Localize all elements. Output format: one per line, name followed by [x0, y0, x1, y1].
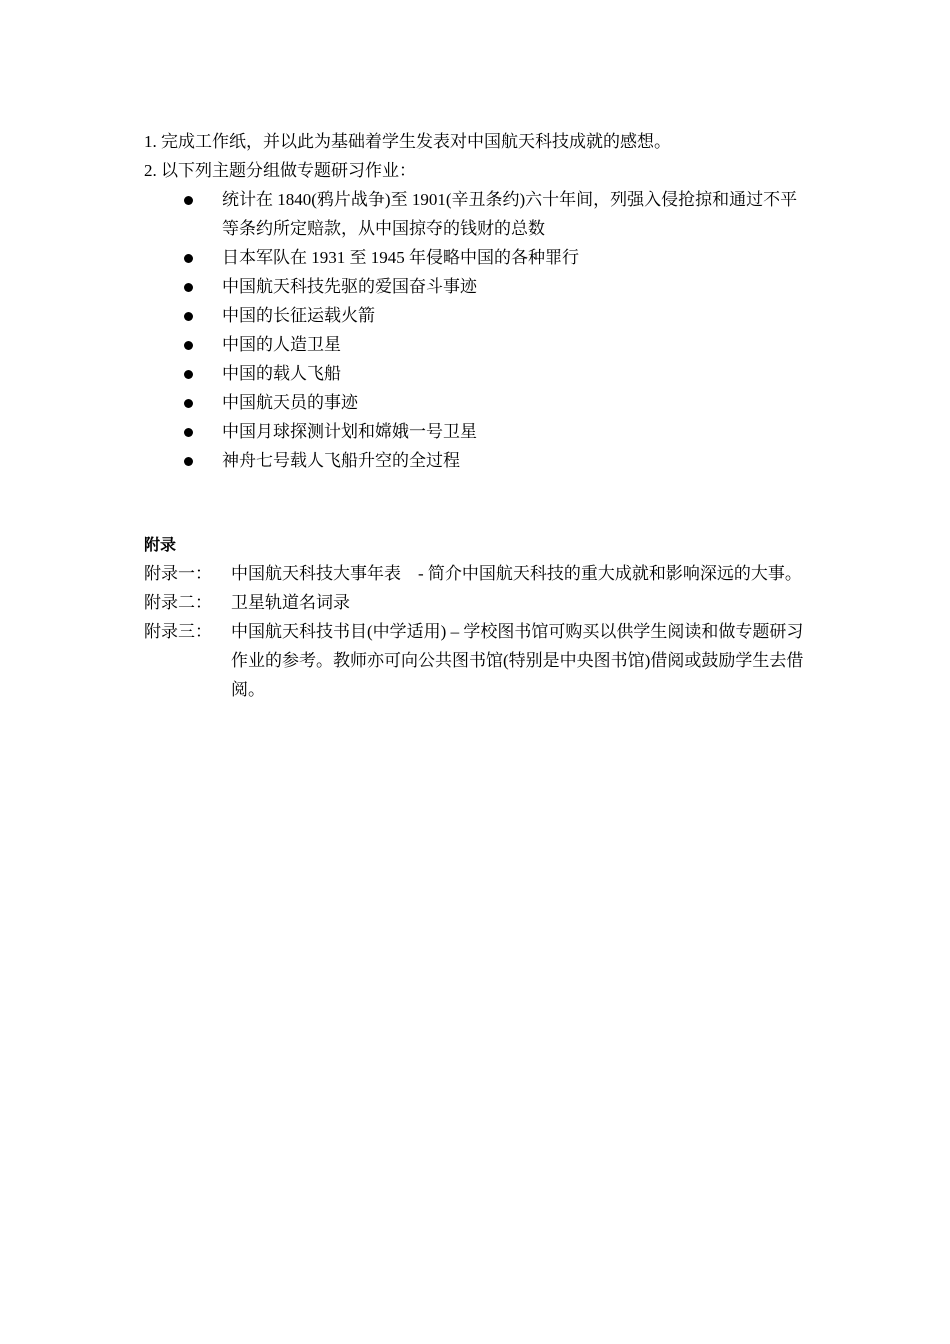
list-item — [144, 388, 802, 417]
list-item-text: 中国的载人飞船 — [222, 364, 341, 383]
bullet-icon — [184, 196, 193, 205]
list-item-text: 中国航天科技先驱的爱国奋斗事迹 — [222, 277, 477, 296]
list-item — [144, 272, 802, 301]
appendix-item-text: 中国航天科技大事年表 - 简介中国航天科技的重大成就和影响深远的大事。 — [231, 564, 802, 583]
list-item-text: 中国月球探测计划和嫦娥一号卫星 — [222, 422, 477, 441]
bullet-icon — [184, 399, 193, 408]
bullet-icon — [184, 312, 193, 321]
appendix-item-2 — [144, 588, 812, 617]
list-item — [144, 330, 802, 359]
list-item — [144, 185, 802, 243]
appendix-item-text: 卫星轨道名词录 — [231, 593, 350, 612]
appendix-item-label: 附录三： — [144, 622, 212, 641]
appendix-item-label: 附录二： — [144, 593, 212, 612]
task-list-section — [144, 127, 814, 475]
list-item — [144, 301, 802, 330]
appendix-section — [144, 530, 814, 704]
list-item-text: 统计在 1840(鸦片战争)至 1901(辛丑条约)六十年间，列强入侵抢掠和通过不平等条约所定赔款，从中国掠夺的钱财的总数 — [222, 190, 798, 238]
list-item-text: 日本军队在 1931 至 1945 年侵略中国的各种罪行 — [222, 248, 579, 267]
list-item-text: 中国航天员的事迹 — [222, 393, 358, 412]
list-item — [144, 243, 802, 272]
task-item-2: 2. 以下列主题分组做专题研习作业： — [144, 161, 416, 180]
bullet-icon — [184, 370, 193, 379]
list-item — [144, 359, 802, 388]
appendix-item-label: 附录一： — [144, 564, 212, 583]
bullet-icon — [184, 341, 193, 350]
bullet-icon — [184, 428, 193, 437]
list-item-text: 中国的长征运载火箭 — [222, 306, 375, 325]
appendix-heading: 附录 — [144, 535, 177, 554]
topic-bullet-list — [144, 185, 814, 475]
list-item — [144, 446, 802, 475]
list-item-text: 中国的人造卫星 — [222, 335, 341, 354]
task-item-1: 1. 完成工作纸，并以此为基础着学生发表对中国航天科技成就的感想。 — [144, 132, 671, 151]
bullet-icon — [184, 457, 193, 466]
appendix-item-text: 中国航天科技书目(中学适用) – 学校图书馆可购买以供学生阅读和做专题研习作业的参考。教师亦可向公共图书馆(特别是中央图书馆)借阅或鼓励学生去借阅。 — [231, 622, 804, 699]
bullet-icon — [184, 254, 193, 263]
list-item-text: 神舟七号载人飞船升空的全过程 — [222, 451, 460, 470]
bullet-icon — [184, 283, 193, 292]
appendix-item-3 — [144, 617, 812, 704]
list-item — [144, 417, 802, 446]
appendix-item-1 — [144, 559, 812, 588]
